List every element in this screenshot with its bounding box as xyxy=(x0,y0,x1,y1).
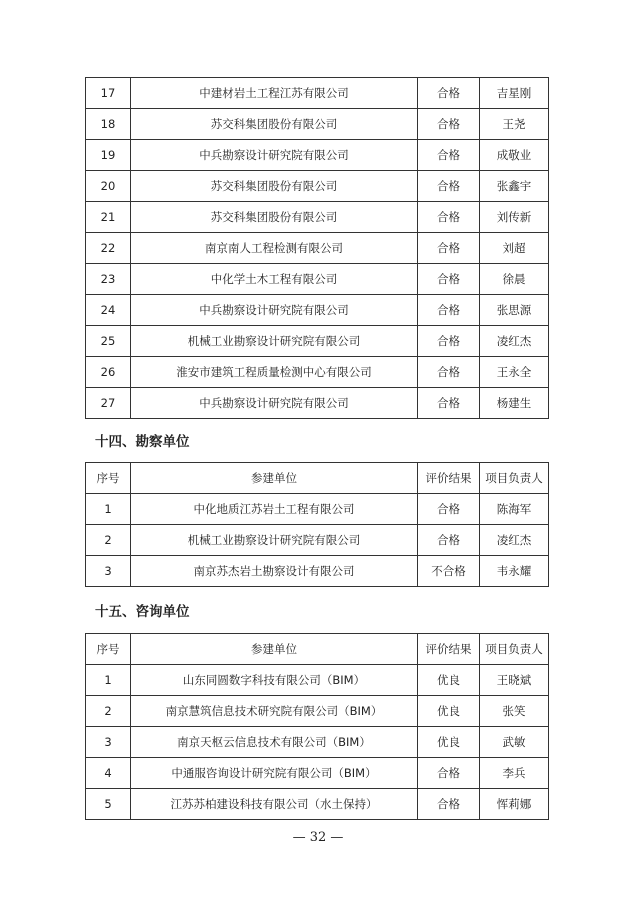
cell-person: 武敏 xyxy=(480,727,549,758)
cell-no: 1 xyxy=(86,494,131,525)
header-unit: 参建单位 xyxy=(131,463,418,494)
header-unit: 参建单位 xyxy=(131,634,418,665)
table-row xyxy=(86,140,549,171)
cell-result: 合格 xyxy=(418,78,480,109)
table-row xyxy=(86,665,549,696)
cell-unit: 山东同圆数字科技有限公司（BIM） xyxy=(131,665,418,696)
cell-unit: 苏交科集团股份有限公司 xyxy=(131,109,418,140)
table-row xyxy=(86,171,549,202)
cell-unit: 中化地质江苏岩土工程有限公司 xyxy=(131,494,418,525)
cell-no: 3 xyxy=(86,556,131,587)
header-no: 序号 xyxy=(86,634,131,665)
table-header-row xyxy=(86,463,549,494)
cell-unit: 中化学土木工程有限公司 xyxy=(131,264,418,295)
cell-result: 合格 xyxy=(418,357,480,388)
cell-result: 合格 xyxy=(418,789,480,820)
cell-no: 1 xyxy=(86,665,131,696)
cell-person: 凌红杰 xyxy=(480,525,549,556)
cell-person: 李兵 xyxy=(480,758,549,789)
cell-person: 张笑 xyxy=(480,696,549,727)
cell-unit: 中建材岩土工程江苏有限公司 xyxy=(131,78,418,109)
cell-person: 陈海军 xyxy=(480,494,549,525)
table-row xyxy=(86,357,549,388)
cell-no: 20 xyxy=(86,171,131,202)
section-15-title: 十五、咨询单位 xyxy=(95,604,190,620)
table-row xyxy=(86,727,549,758)
cell-no: 2 xyxy=(86,696,131,727)
cell-result: 优良 xyxy=(418,665,480,696)
cell-person: 韦永耀 xyxy=(480,556,549,587)
table-header-row xyxy=(86,634,549,665)
table-row xyxy=(86,789,549,820)
cell-no: 23 xyxy=(86,264,131,295)
cell-no: 5 xyxy=(86,789,131,820)
cell-person: 杨建生 xyxy=(480,388,549,419)
cell-no: 25 xyxy=(86,326,131,357)
table-row xyxy=(86,525,549,556)
cell-unit: 中通服咨询设计研究院有限公司（BIM） xyxy=(131,758,418,789)
table-row xyxy=(86,264,549,295)
header-person: 项目负责人 xyxy=(480,634,549,665)
cell-result: 合格 xyxy=(418,388,480,419)
cell-person: 恽莉娜 xyxy=(480,789,549,820)
cell-no: 19 xyxy=(86,140,131,171)
table-row xyxy=(86,78,549,109)
cell-unit: 南京南人工程检测有限公司 xyxy=(131,233,418,264)
cell-no: 18 xyxy=(86,109,131,140)
header-person: 项目负责人 xyxy=(480,463,549,494)
cell-person: 刘超 xyxy=(480,233,549,264)
cell-result: 合格 xyxy=(418,494,480,525)
cell-no: 3 xyxy=(86,727,131,758)
cell-unit: 机械工业勘察设计研究院有限公司 xyxy=(131,525,418,556)
evaluation-table-continued xyxy=(85,77,549,419)
table-row xyxy=(86,696,549,727)
table-row xyxy=(86,494,549,525)
header-result: 评价结果 xyxy=(418,634,480,665)
table-row xyxy=(86,233,549,264)
table-row xyxy=(86,109,549,140)
cell-unit: 南京苏杰岩土勘察设计有限公司 xyxy=(131,556,418,587)
table-row xyxy=(86,758,549,789)
cell-result: 合格 xyxy=(418,326,480,357)
cell-result: 不合格 xyxy=(418,556,480,587)
cell-person: 凌红杰 xyxy=(480,326,549,357)
cell-result: 合格 xyxy=(418,140,480,171)
cell-unit: 中兵勘察设计研究院有限公司 xyxy=(131,295,418,326)
cell-person: 张思源 xyxy=(480,295,549,326)
cell-unit: 中兵勘察设计研究院有限公司 xyxy=(131,140,418,171)
cell-unit: 南京天枢云信息技术有限公司（BIM） xyxy=(131,727,418,758)
cell-result: 合格 xyxy=(418,109,480,140)
cell-person: 刘传新 xyxy=(480,202,549,233)
cell-unit: 南京慧筑信息技术研究院有限公司（BIM） xyxy=(131,696,418,727)
cell-unit: 机械工业勘察设计研究院有限公司 xyxy=(131,326,418,357)
cell-result: 合格 xyxy=(418,264,480,295)
cell-no: 4 xyxy=(86,758,131,789)
cell-person: 张鑫宇 xyxy=(480,171,549,202)
cell-result: 合格 xyxy=(418,233,480,264)
section-14-title: 十四、勘察单位 xyxy=(95,434,190,450)
cell-person: 王永全 xyxy=(480,357,549,388)
cell-unit: 淮安市建筑工程质量检测中心有限公司 xyxy=(131,357,418,388)
cell-no: 22 xyxy=(86,233,131,264)
page-number: — 32 — xyxy=(292,830,344,845)
cell-no: 26 xyxy=(86,357,131,388)
cell-person: 王尧 xyxy=(480,109,549,140)
cell-person: 吉星刚 xyxy=(480,78,549,109)
header-no: 序号 xyxy=(86,463,131,494)
cell-no: 21 xyxy=(86,202,131,233)
cell-no: 24 xyxy=(86,295,131,326)
table-row xyxy=(86,326,549,357)
cell-result: 合格 xyxy=(418,525,480,556)
cell-no: 27 xyxy=(86,388,131,419)
table-row xyxy=(86,388,549,419)
cell-result: 优良 xyxy=(418,696,480,727)
cell-unit: 苏交科集团股份有限公司 xyxy=(131,202,418,233)
cell-unit: 苏交科集团股份有限公司 xyxy=(131,171,418,202)
cell-result: 合格 xyxy=(418,202,480,233)
cell-unit: 中兵勘察设计研究院有限公司 xyxy=(131,388,418,419)
header-result: 评价结果 xyxy=(418,463,480,494)
cell-no: 2 xyxy=(86,525,131,556)
cell-person: 徐晨 xyxy=(480,264,549,295)
consulting-units-table xyxy=(85,633,549,820)
cell-result: 优良 xyxy=(418,727,480,758)
cell-person: 成敬业 xyxy=(480,140,549,171)
cell-person: 王晓斌 xyxy=(480,665,549,696)
cell-unit: 江苏苏柏建设科技有限公司（水土保持） xyxy=(131,789,418,820)
table-row xyxy=(86,202,549,233)
survey-units-table xyxy=(85,462,549,587)
cell-no: 17 xyxy=(86,78,131,109)
cell-result: 合格 xyxy=(418,295,480,326)
table-row xyxy=(86,556,549,587)
cell-result: 合格 xyxy=(418,758,480,789)
cell-result: 合格 xyxy=(418,171,480,202)
table-row xyxy=(86,295,549,326)
